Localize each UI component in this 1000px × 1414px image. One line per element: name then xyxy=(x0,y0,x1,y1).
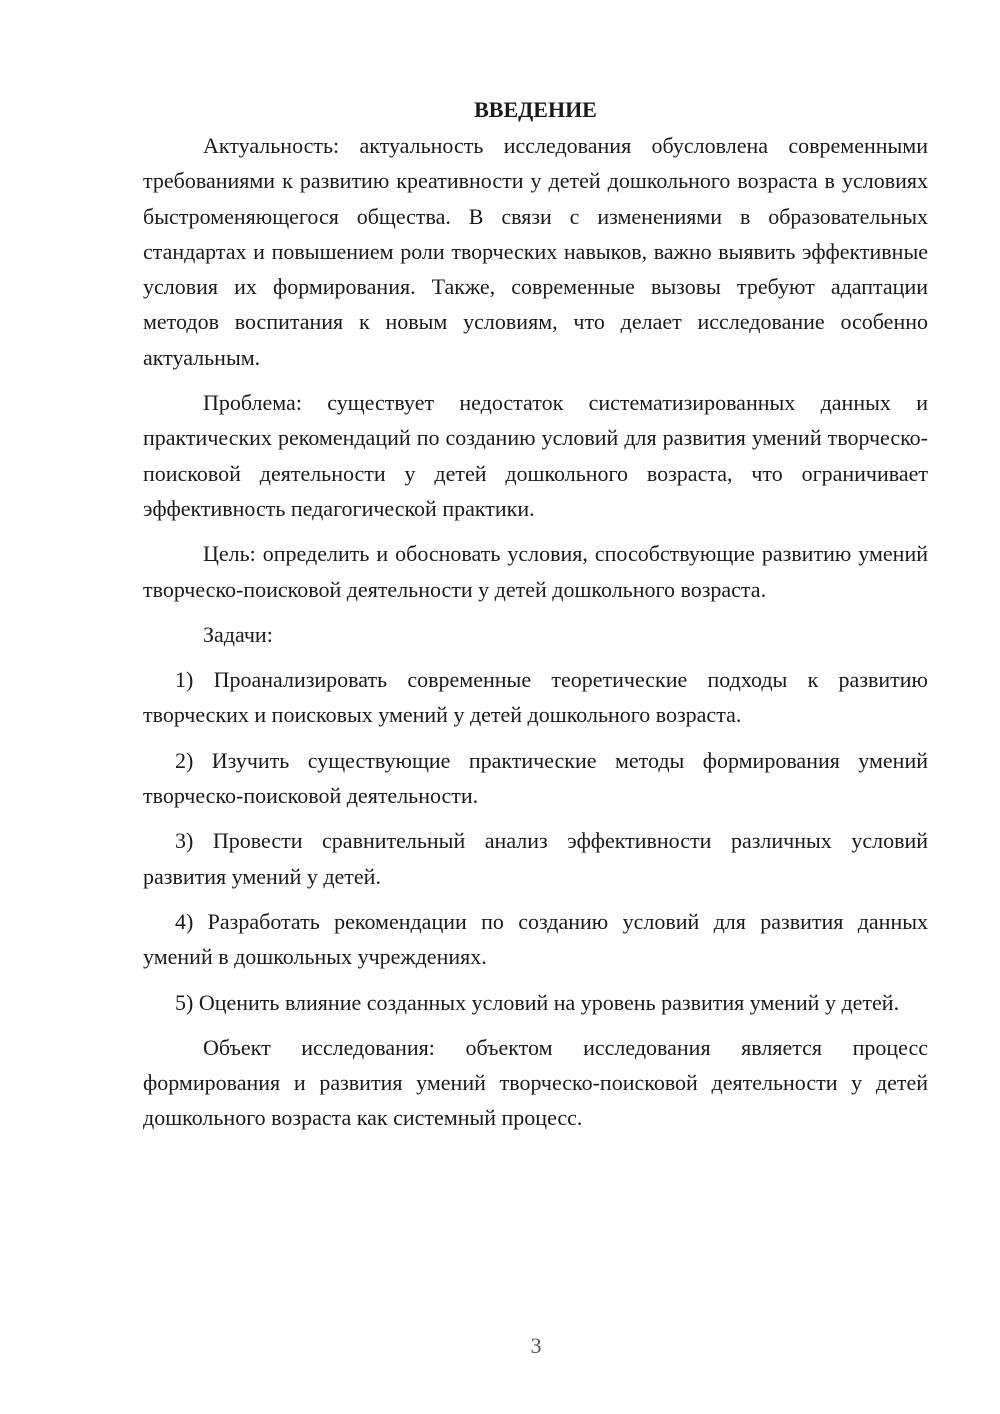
relevance-paragraph: Актуальность: актуальность исследования обусловлена современными требованиями к развитию креативности у детей дошкольного возраста в условиях быстроменяющегося общества. В связи с изменениями в образовательных стандартах и повышением роли творческих навыков, важно выявить эффективные условия их формирования. Также, современные вызовы требуют адаптации методов воспитания к новым условиям, что делает исследование особенно актуальным. xyxy=(143,133,928,370)
task-item: 5) Оценить влияние созданных условий на уровень развития умений у детей. xyxy=(175,989,900,1015)
object-paragraph: Объект исследования: объектом исследования является процесс формирования и развития умений творческо-поисковой деятельности у детей дошкольного возраста как системный процесс. xyxy=(143,1034,928,1131)
task-item: 3) Провести сравнительный анализ эффективности различных условий развития умений у детей. xyxy=(143,828,928,889)
goal-paragraph: Цель: определить и обосновать условия, способствующие развитию умений творческо-поисковой деятельности у детей дошкольного возраста. xyxy=(143,541,928,602)
task-item: 1) Проанализировать современные теоретические подходы к развитию творческих и поисковых умений у детей дошкольного возраста. xyxy=(143,667,928,728)
page-number: 3 xyxy=(530,1333,542,1358)
task-item: 2) Изучить существующие практические методы формирования умений творческо-поисковой деятельности. xyxy=(143,747,928,809)
document-page xyxy=(143,92,928,1146)
task-item: 4) Разработать рекомендации по созданию условий для развития данных умений в дошкольных учреждениях. xyxy=(143,908,928,970)
tasks-heading: Задачи: xyxy=(203,621,273,647)
section-title: ВВЕДЕНИЕ xyxy=(474,97,597,122)
problem-paragraph: Проблема: существует недостаток систематизированных данных и практических рекомендаций по созданию условий для развития умений творческо-поисковой деятельности у детей дошкольного возраста, что ограничивает эффективность педагогической практики. xyxy=(143,390,928,521)
